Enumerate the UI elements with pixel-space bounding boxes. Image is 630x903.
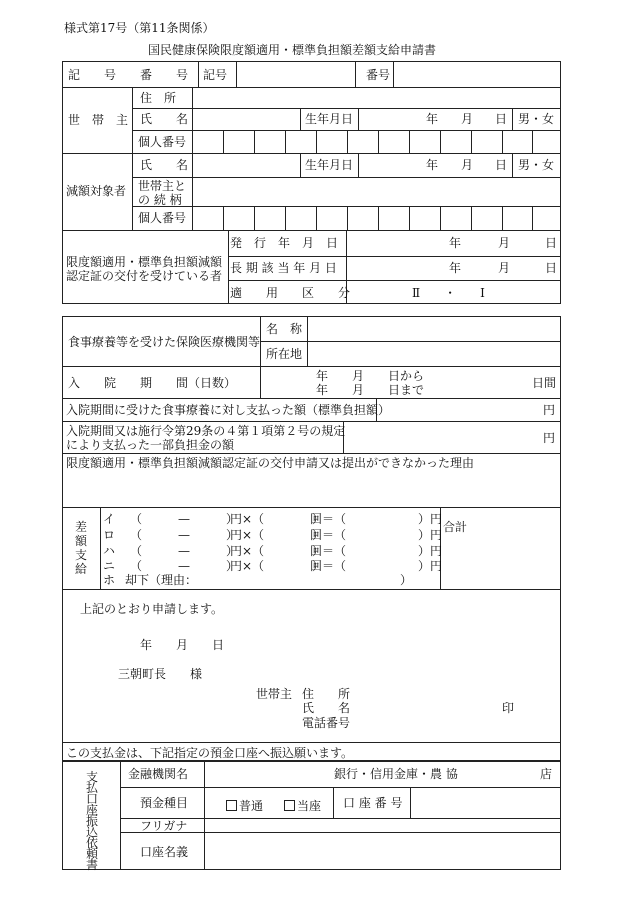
calc-row-times[interactable]: 円×（ ） <box>230 544 325 558</box>
hospital-label: 食事療養等を受けた保険医療機関等 <box>68 335 261 349</box>
relationship-field[interactable] <box>193 178 560 205</box>
bank-name-field[interactable] <box>205 762 325 786</box>
account-holder-field[interactable] <box>205 833 560 868</box>
account-number-label: 口 座 番 号 <box>343 796 403 810</box>
calc-row-paren[interactable]: （ — ） <box>130 512 239 526</box>
gengaku-taishosha-label: 減額対象者 <box>66 184 127 198</box>
rejection-kana: ホ <box>103 573 116 587</box>
application-statement: 上記のとおり申請します。 <box>80 602 224 616</box>
birth-year-unit: 年 <box>426 112 439 126</box>
kigou-field[interactable] <box>237 62 354 86</box>
furigana-field[interactable] <box>205 819 560 831</box>
calc-row-result[interactable]: 回＝（ ）円 <box>310 544 443 558</box>
calc-row-kana: ロ <box>103 528 116 542</box>
transfer-side-char-5: 振 <box>86 814 99 828</box>
form-title: 国民健康保険限度額適用・標準負担額差額支給申請書 <box>148 43 437 57</box>
kigou-label: 記号 <box>203 68 228 82</box>
rejection-reason-field[interactable] <box>196 570 396 586</box>
applicant-phone-field[interactable] <box>360 714 550 728</box>
birthdate-label: 生年月日 <box>305 112 354 126</box>
transfer-side-char-7: 依 <box>86 836 99 850</box>
hospital-name-field[interactable] <box>308 317 560 340</box>
transfer-side-char-2: 払 <box>86 781 99 795</box>
copay-label-2: により支払った一部負担金の額 <box>66 438 235 452</box>
transfer-side-char-8: 頼 <box>86 847 99 861</box>
meal-payment-label: 入院期間に受けた食事療養に対し支払った額（標準負担額） <box>66 403 391 417</box>
calc-row-result[interactable]: 回＝（ ）円 <box>310 559 443 573</box>
calc-row-result[interactable]: 回＝（ ）円 <box>310 528 443 542</box>
sex-choice[interactable]: 男・女 <box>518 112 555 126</box>
applicant-setainushi-label: 世帯主 <box>256 687 293 701</box>
transfer-side-char-9: 書 <box>86 858 99 872</box>
checkbox-toza[interactable] <box>284 797 321 814</box>
account-type-label: 預金種目 <box>140 796 189 810</box>
copay-field[interactable] <box>344 422 560 452</box>
branch-unit: 店 <box>540 767 553 781</box>
reason-field[interactable] <box>63 473 560 506</box>
seal-mark: 印 <box>502 701 515 715</box>
birth-month-unit-2: 月 <box>461 158 474 172</box>
toza-label: 当座 <box>297 799 322 813</box>
account-holder-label: 口座名義 <box>140 845 189 859</box>
choki-month-unit: 月 <box>498 261 511 275</box>
setainushi-address-field[interactable] <box>193 88 560 107</box>
choki-year-unit: 年 <box>449 261 462 275</box>
hospital-name-label: 名 称 <box>266 322 303 336</box>
nyuin-kikan-label: 入 院 期 間（日数） <box>68 376 237 390</box>
applicant-phone-label: 電話番号 <box>302 716 351 730</box>
calc-row-times[interactable]: 円×（ ） <box>230 512 325 526</box>
setainushi-label: 世 帯 主 <box>68 113 129 127</box>
applicant-name-label: 氏 名 <box>302 701 351 715</box>
jusho-label: 住 所 <box>140 91 177 105</box>
transfer-side-char-1: 支 <box>86 770 99 784</box>
birth-month-unit: 月 <box>461 112 474 126</box>
ninteisho-label-1: 限度額適用・標準負担額減額 <box>66 255 223 269</box>
furigana-label: フリガナ <box>140 819 188 833</box>
sagaku-label-char-3: 支 <box>75 548 88 562</box>
transfer-side-char-3: 口 <box>86 792 99 806</box>
checkbox-futsu[interactable] <box>226 797 263 814</box>
meal-payment-field[interactable] <box>377 399 560 420</box>
applicant-address-field[interactable] <box>360 684 550 698</box>
kojin-bangou-label: 個人番号 <box>138 135 187 149</box>
checkbox-icon <box>284 800 295 811</box>
ninteisho-label-2: 認定証の交付を受けている者 <box>66 269 223 283</box>
sagaku-label-char-2: 額 <box>75 534 88 548</box>
branch-name-field[interactable] <box>470 762 532 786</box>
period-from: 年 月 日から <box>316 369 425 383</box>
application-date[interactable]: 年 月 日 <box>140 638 225 652</box>
hospital-address-label: 所在地 <box>266 347 303 361</box>
hakko-year-unit: 年 <box>449 236 462 250</box>
rejection-close: ） <box>400 573 413 587</box>
calc-row-times[interactable]: 円×（ ） <box>230 528 325 542</box>
hakko-day-unit: 日 <box>545 236 558 250</box>
total-label: 合計 <box>443 520 468 534</box>
calc-row-times[interactable]: 円×（ ） <box>230 559 325 573</box>
total-field[interactable] <box>441 536 560 588</box>
calc-row-paren[interactable]: （ — ） <box>130 544 239 558</box>
bangou-field[interactable] <box>394 62 560 86</box>
target-name-field[interactable] <box>193 154 299 176</box>
birthdate-label-2: 生年月日 <box>305 158 354 172</box>
tekiyo-kubun-label: 適 用 区 分 <box>230 286 351 300</box>
rejection-label: 却下（理由： <box>125 573 198 587</box>
copay-yen: 円 <box>543 431 556 445</box>
applicant-name-field[interactable] <box>360 699 495 713</box>
calc-row-kana: イ <box>103 512 116 526</box>
transfer-intro: この支払金は、下記指定の預金口座へ振込願います。 <box>66 746 354 760</box>
calc-row-kana: ハ <box>103 544 116 558</box>
hospital-address-field[interactable] <box>308 342 560 365</box>
calc-row-result[interactable]: 回＝（ ）円 <box>310 512 443 526</box>
reason-label: 限度額適用・標準負担額減額認定証の交付申請又は提出ができなかった理由 <box>66 456 475 470</box>
futsu-label: 普通 <box>239 799 264 813</box>
tekiyo-kubun-choice[interactable]: Ⅱ ・ Ⅰ <box>412 286 485 300</box>
nichikan-unit: 日間 <box>532 376 557 390</box>
copay-label-1: 入院期間又は施行令第29条の４第１項第２号の規定 <box>66 424 346 438</box>
sagaku-label-char-1: 差 <box>75 520 88 534</box>
birth-day-unit: 日 <box>495 112 508 126</box>
choki-day-unit: 日 <box>545 261 558 275</box>
sex-choice-2[interactable]: 男・女 <box>518 158 555 172</box>
hakko-date-label: 発 行 年 月 日 <box>230 236 339 250</box>
bank-type-choice[interactable]: 銀行・信用金庫・農 協 <box>334 767 458 781</box>
calc-row-paren[interactable]: （ — ） <box>130 559 239 573</box>
shimei-label: 氏 名 <box>140 112 189 126</box>
account-number-field[interactable] <box>411 788 560 817</box>
transfer-side-char-6: 込 <box>86 825 99 839</box>
choki-date-label: 長 期 該 当 年 月 日 <box>230 261 337 275</box>
setainushi-name-field[interactable] <box>193 109 299 129</box>
kojin-bangou-label-2: 個人番号 <box>138 211 187 225</box>
applicant-address-label: 住 所 <box>302 687 351 701</box>
period-to: 年 月 日まで <box>316 383 425 397</box>
bangou-label: 番号 <box>366 68 391 82</box>
checkbox-icon <box>226 800 237 811</box>
kigou-bangou-label: 記 号 番 号 <box>68 68 189 82</box>
meal-payment-yen: 円 <box>543 403 556 417</box>
sagaku-label-char-4: 給 <box>75 562 88 576</box>
addressee: 三朝町長 様 <box>118 667 203 681</box>
birth-year-unit-2: 年 <box>426 158 439 172</box>
calc-row-paren[interactable]: （ — ） <box>130 528 239 542</box>
zokugara-label-1: 世帯主と <box>138 179 187 193</box>
zokugara-label-2: の 続 柄 <box>138 193 182 207</box>
form-number: 様式第17号（第11条関係） <box>64 21 215 35</box>
shimei-label-2: 氏 名 <box>140 158 189 172</box>
calc-row-kana: ニ <box>103 559 116 573</box>
hakko-month-unit: 月 <box>498 236 511 250</box>
transfer-side-char-4: 座 <box>86 803 99 817</box>
bank-name-label: 金融機関名 <box>128 767 189 781</box>
birth-day-unit-2: 日 <box>495 158 508 172</box>
